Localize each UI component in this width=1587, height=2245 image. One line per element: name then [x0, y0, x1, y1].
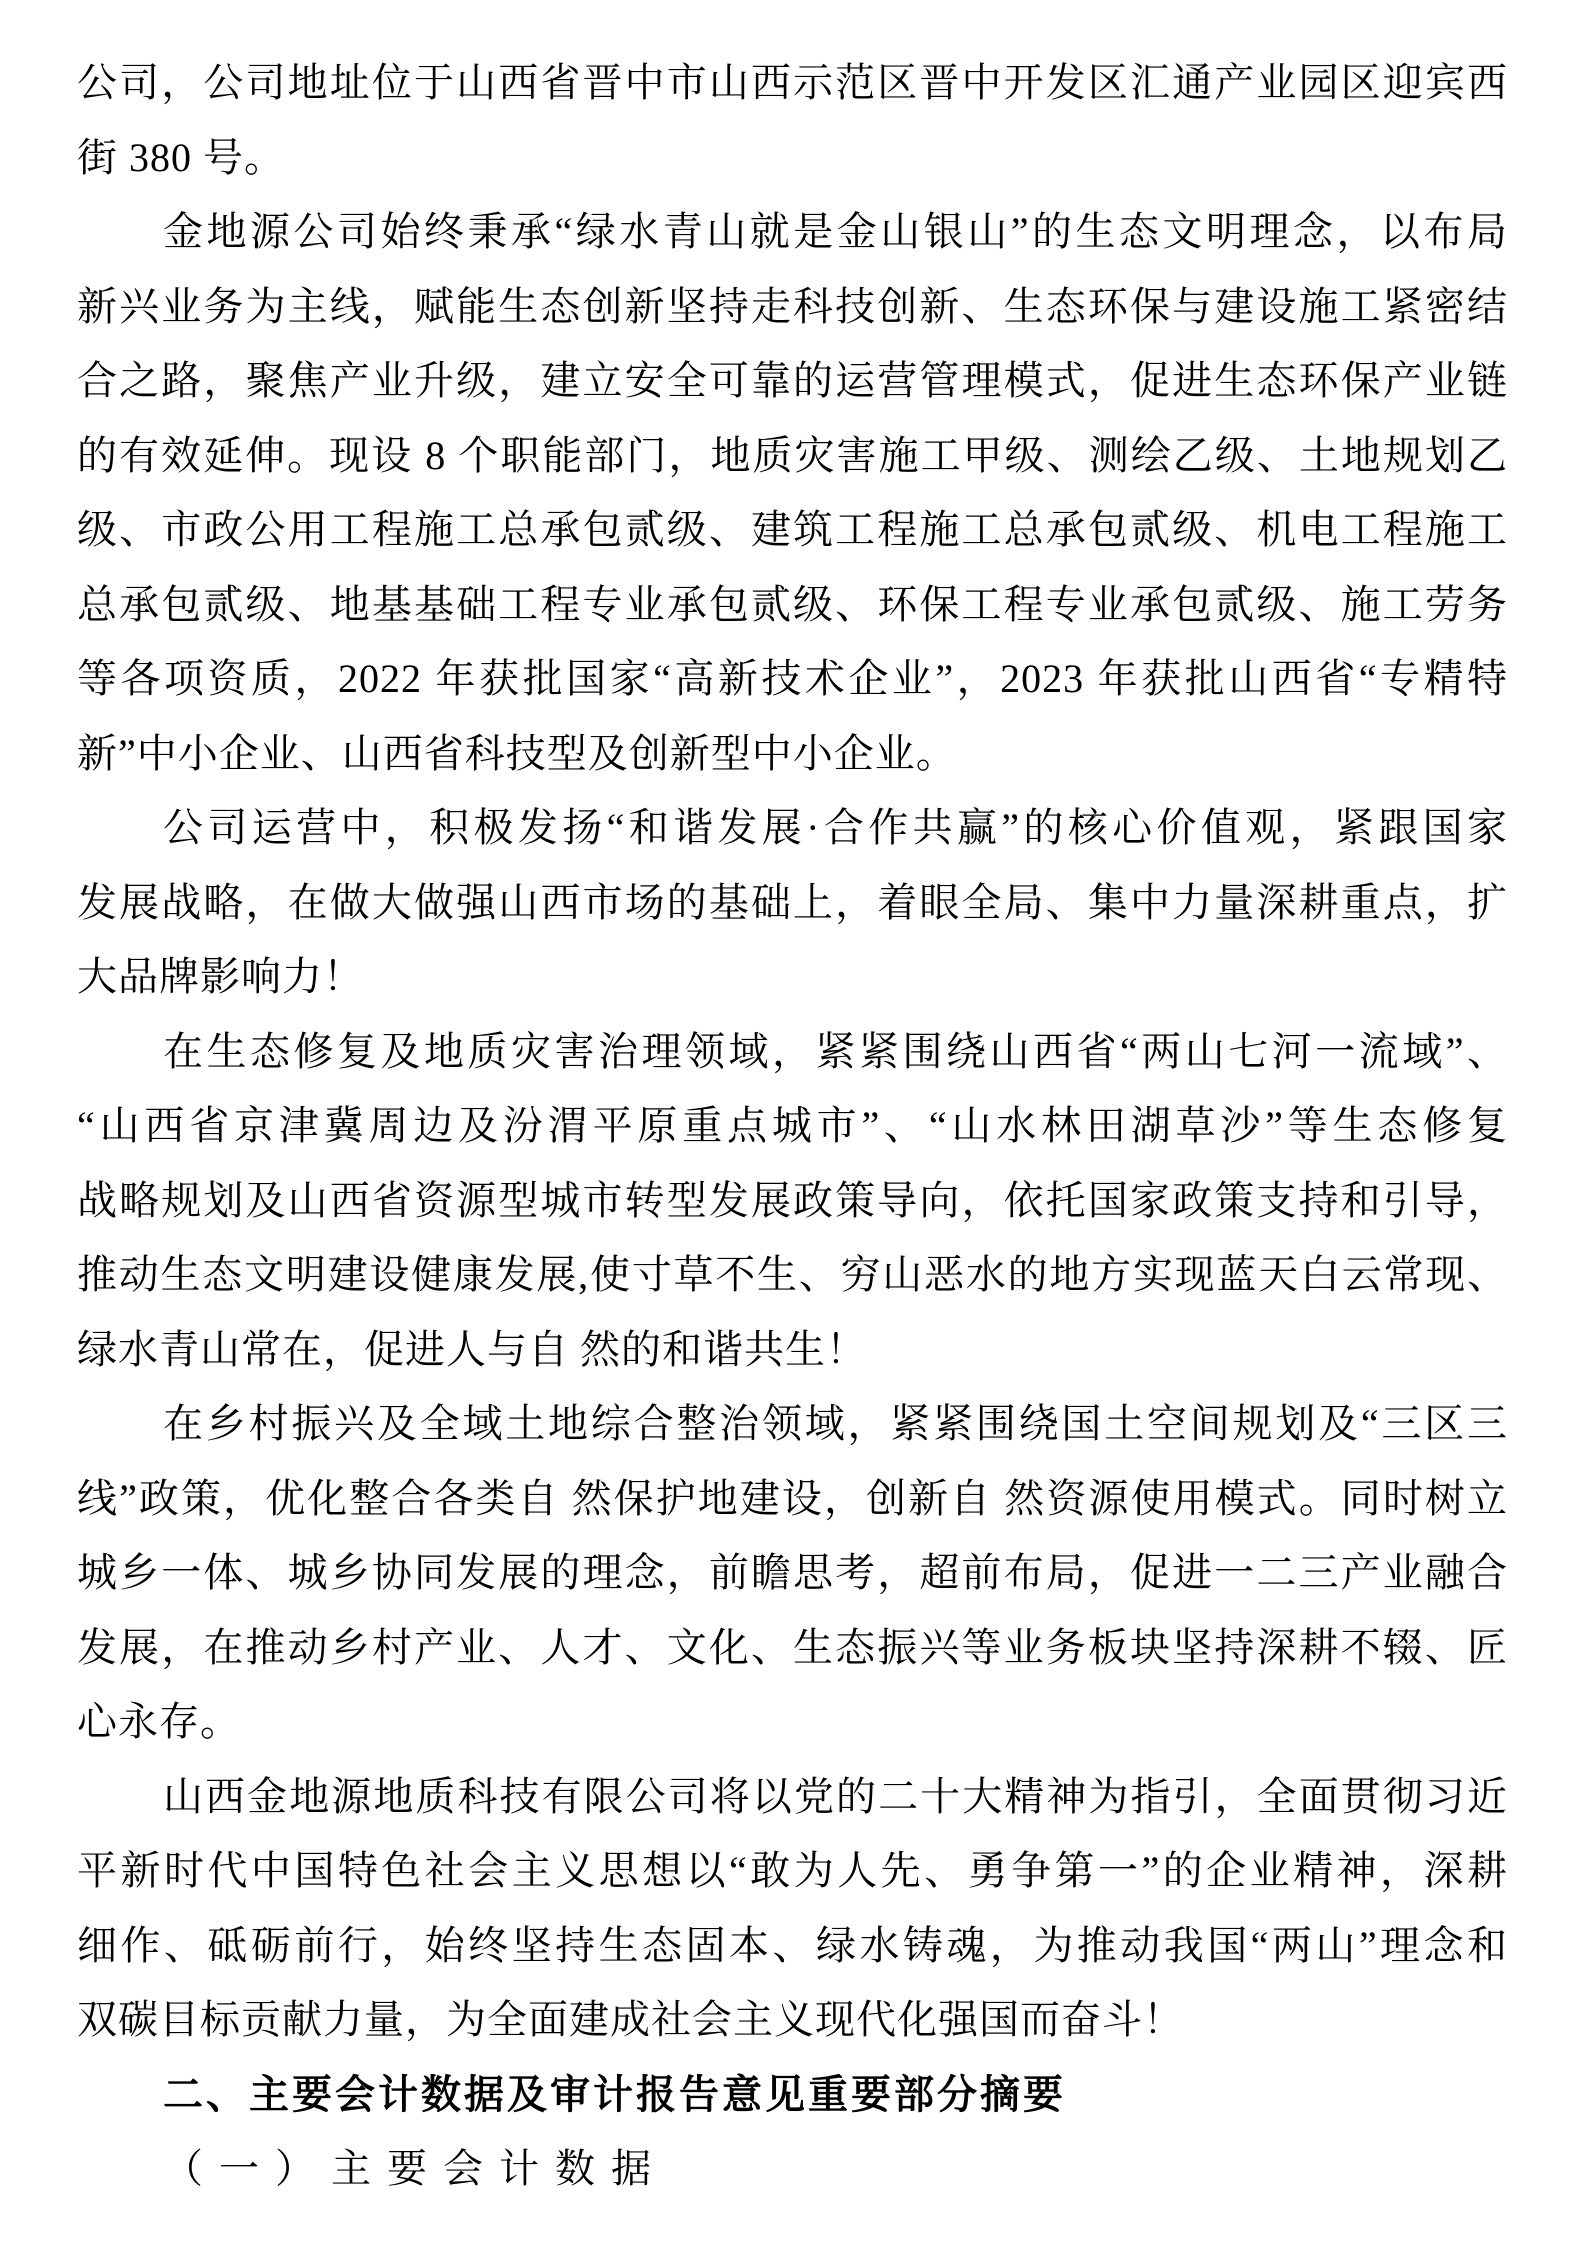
text-line: 合之路，聚焦产业升级，建立安全可靠的运营管理模式，促进生态环保产业链 — [77, 358, 1508, 403]
text-line: 新兴业务为主线，赋能生态创新坚持走科技创新、生态环保与建设施工紧密结 — [77, 283, 1508, 329]
text-line: 细作、砥砺前行，始终坚持生态固本、绿水铸魂，为推动我国“两山”理念和 — [77, 1922, 1508, 1968]
text-line: 公司运营中，积极发扬“和谐发展·合作共赢”的核心价值观，紧跟国家 — [163, 805, 1508, 850]
text-line: 战略规划及山西省资源型城市转型发展政策导向，依托国家政策支持和引导， — [77, 1177, 1508, 1223]
text-line: 平新时代中国特色社会主义思想以“敢为人先、勇争第一”的企业精神，深耕 — [77, 1848, 1508, 1893]
text-line: 在乡村振兴及全域土地综合整治领域，紧紧围绕国土空间规划及“三区三 — [163, 1401, 1508, 1446]
text-line: 双碳目标贡献力量，为全面建成社会主义现代化强国而奋斗！ — [77, 1997, 1184, 2042]
document-body — [77, 46, 1508, 2207]
text-line: 在生态修复及地质灾害治理领域，紧紧围绕山西省“两山七河一流域”、 — [163, 1028, 1508, 1074]
text-line: 大品牌影响力！ — [77, 954, 364, 999]
text-line: 推动生态文明建设健康发展,使寸草不生、穷山恶水的地方实现蓝天白云常现、 — [77, 1252, 1508, 1297]
text-line: 心永存。 — [77, 1699, 241, 1744]
text-line: 新”中小企业、山西省科技型及创新型中小企业。 — [77, 730, 957, 776]
text-line: 发展战略，在做大做强山西市场的基础上，着眼全局、集中力量深耕重点，扩 — [77, 879, 1508, 925]
text-line: 山西金地源地质科技有限公司将以党的二十大精神为指引，全面贯彻习近 — [163, 1773, 1508, 1819]
subsection-heading: （一）主要会计数据 — [163, 2146, 667, 2191]
text-line: 金地源公司始终秉承“绿水青山就是金山银山”的生态文明理念，以布局 — [163, 209, 1508, 254]
text-line: 街 380 号。 — [77, 134, 285, 180]
text-line: “山西省京津冀周边及汾渭平原重点城市”、“山水林田湖草沙”等生态修复 — [77, 1103, 1508, 1148]
text-line: 线”政策，优化整合各类自 然保护地建设，创新自 然资源使用模式。同时树立 — [77, 1475, 1508, 1521]
text-line: 等各项资质，2022 年获批国家“高新技术企业”，2023 年获批山西省“专精特 — [77, 656, 1508, 701]
text-line: 总承包贰级、地基基础工程专业承包贰级、环保工程专业承包贰级、施工劳务 — [77, 581, 1508, 627]
text-line: 级、市政公用工程施工总承包贰级、建筑工程施工总承包贰级、机电工程施工 — [77, 507, 1508, 552]
text-line: 公司，公司地址位于山西省晋中市山西示范区晋中开发区汇通产业园区迎宾西 — [77, 60, 1508, 105]
text-line: 发展，在推动乡村产业、人才、文化、生态振兴等业务板块坚持深耕不辍、匠 — [77, 1624, 1508, 1670]
text-line: 城乡一体、城乡协同发展的理念，前瞻思考，超前布局，促进一二三产业融合 — [77, 1550, 1508, 1595]
section-heading: 二、主要会计数据及审计报告意见重要部分摘要 — [163, 2072, 1066, 2117]
text-line: 绿水青山常在，促进人与自 然的和谐共生！ — [77, 1326, 867, 1372]
text-line: 的有效延伸。现设 8 个职能部门，地质灾害施工甲级、测绘乙级、土地规划乙 — [77, 432, 1508, 478]
